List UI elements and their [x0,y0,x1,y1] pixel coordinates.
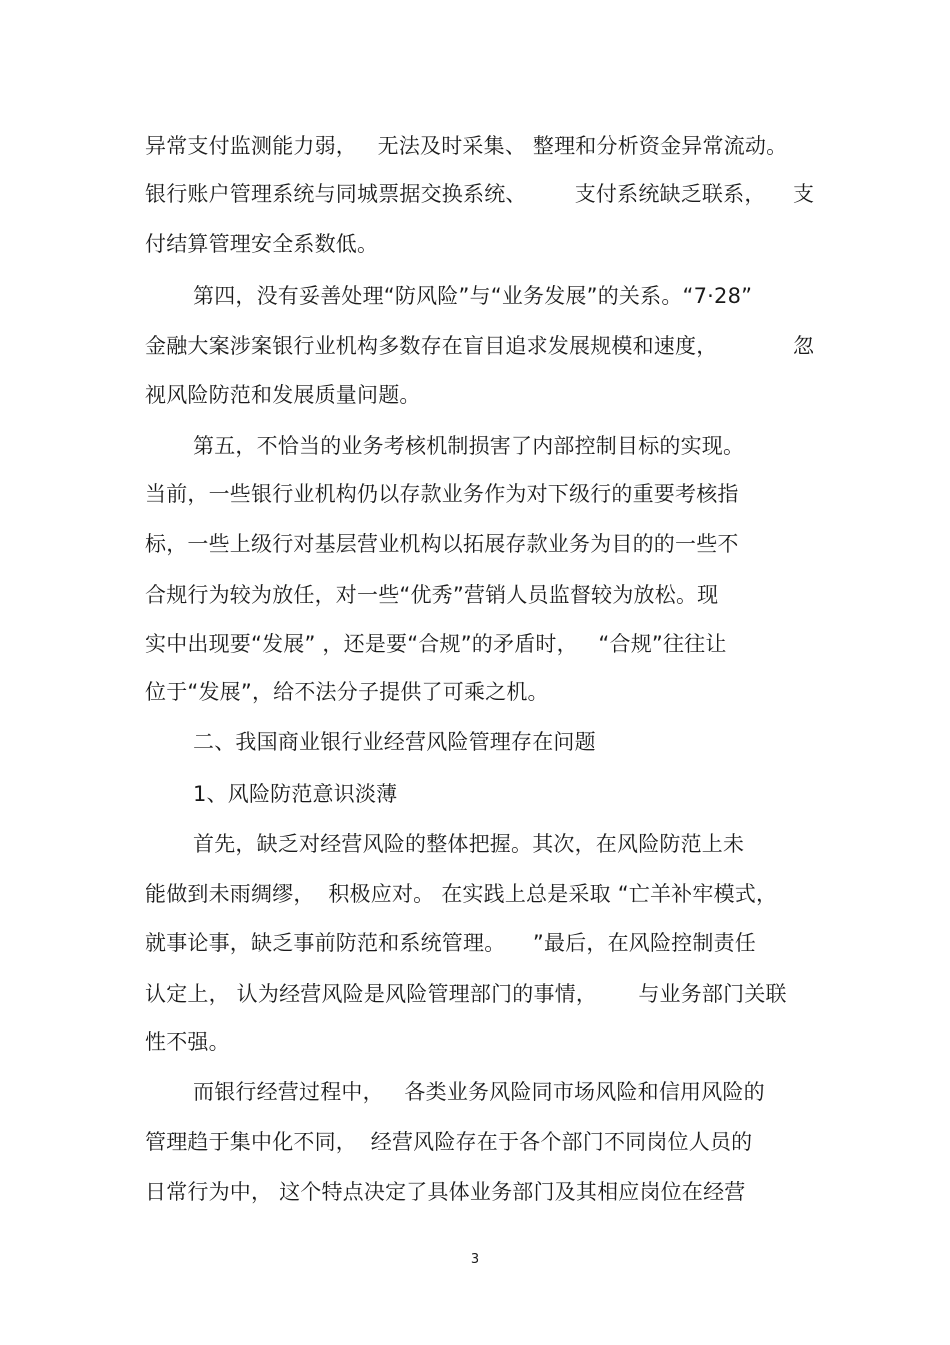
text-line: 第四，没有妥善处理“防风险”与“业务发展”的关系。“7·28” [193,284,753,308]
text-line: 当前，一些银行业机构仍以存款业务作为对下级行的重要考核指 [145,482,739,506]
text-line: 而银行经营过程中， 各类业务风险同市场风险和信用风险的 [193,1080,765,1104]
section-heading: 二、我国商业银行业经营风险管理存在问题 [193,730,596,754]
text-line: 付结算管理安全系数低。 [145,232,379,256]
text-line: 就事论事，缺乏事前防范和系统管理。 ”最后，在风险控制责任 [145,931,756,955]
text-line: 认定上， 认为经营风险是风险管理部门的事情， 与业务部门关联 [145,982,787,1006]
text-line: 银行账户管理系统与同城票据交换系统、 支付系统缺乏联系， 支 [145,182,815,206]
text-line: 合规行为较为放任，对一些“优秀”营销人员监督较为放松。现 [145,583,719,607]
text-line: 管理趋于集中化不同， 经营风险存在于各个部门不同岗位人员的 [145,1130,753,1154]
text-line: 异常支付监测能力弱， 无法及时采集、 整理和分析资金异常流动。 [145,134,788,158]
text-line: 首先，缺乏对经营风险的整体把握。其次，在风险防范上未 [193,832,745,856]
text-line: 位于“发展”，给不法分子提供了可乘之机。 [145,680,549,704]
text-line: 视风险防范和发展质量问题。 [145,383,421,407]
text-line: 实中出现要“发展” ，还是要“合规”的矛盾时， “合规”往往让 [145,632,727,656]
text-line: 金融大案涉案银行业机构多数存在盲目追求发展规模和速度， 忽 [145,334,815,358]
subsection-heading: 1、风险防范意识淡薄 [193,782,398,806]
text-line: 第五，不恰当的业务考核机制损害了内部控制目标的实现。 [193,434,745,458]
text-line: 性不强。 [145,1030,230,1054]
page-number: 3 [470,1252,480,1267]
text-line: 日常行为中， 这个特点决定了具体业务部门及其相应岗位在经营 [145,1180,746,1204]
text-line: 标，一些上级行对基层营业机构以拓展存款业务为目的的一些不 [145,532,739,556]
text-line: 能做到未雨绸缪， 积极应对。 在实践上总是采取 “亡羊补牢模式， [145,882,778,906]
